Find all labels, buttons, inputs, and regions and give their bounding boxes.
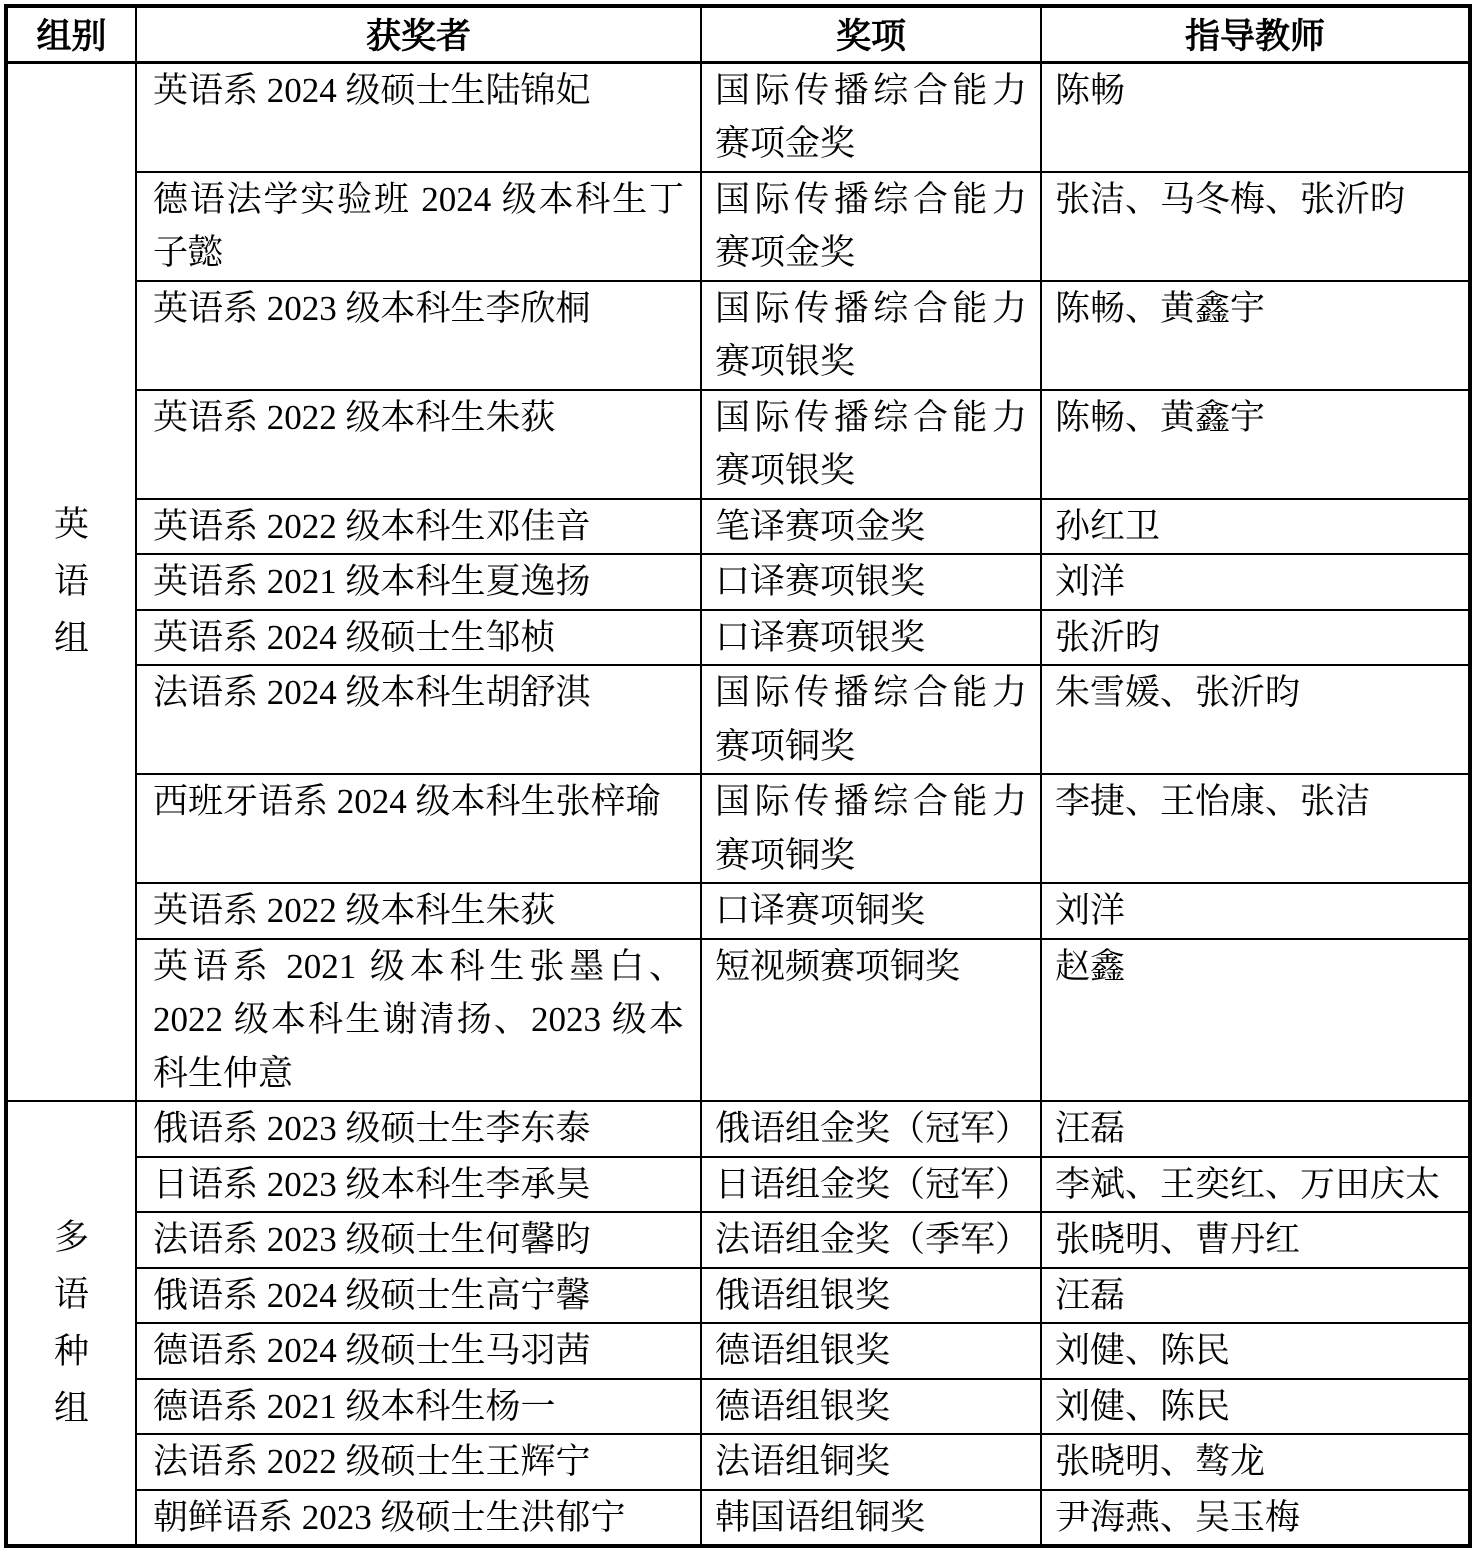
table-row	[6, 499, 1470, 555]
table-row	[6, 774, 1470, 883]
winner-cell: 德语法学实验班 2024 级本科生丁子懿	[136, 172, 701, 281]
winner-cell: 英语系 2024 级硕士生邹桢	[136, 610, 701, 666]
winner-cell: 俄语系 2023 级硕士生李东泰	[136, 1101, 701, 1157]
table-row	[6, 1379, 1470, 1435]
table-row	[6, 172, 1470, 281]
winner-cell: 英语系 2022 级本科生朱荻	[136, 883, 701, 939]
group-label-multilingual: 多语种组	[53, 1218, 89, 1428]
table-row	[6, 390, 1470, 499]
award-cell: 国际传播综合能力赛项金奖	[701, 62, 1041, 172]
teacher-cell: 李斌、王奕红、万田庆太	[1041, 1157, 1470, 1213]
teacher-cell: 张晓明、曹丹红	[1041, 1212, 1470, 1268]
table-row	[6, 62, 1470, 172]
winner-cell: 俄语系 2024 级硕士生高宁馨	[136, 1268, 701, 1324]
award-cell: 德语组银奖	[701, 1323, 1041, 1379]
award-cell: 俄语组银奖	[701, 1268, 1041, 1324]
teacher-cell: 刘健、陈民	[1041, 1379, 1470, 1435]
award-cell: 短视频赛项铜奖	[701, 939, 1041, 1102]
award-cell: 口译赛项银奖	[701, 610, 1041, 666]
winner-cell: 朝鲜语系 2023 级硕士生洪郁宁	[136, 1490, 701, 1547]
header-award: 奖项	[701, 6, 1041, 62]
award-cell: 法语组铜奖	[701, 1434, 1041, 1490]
table-row	[6, 1490, 1470, 1547]
winner-cell: 法语系 2024 级本科生胡舒淇	[136, 665, 701, 774]
award-cell: 国际传播综合能力赛项铜奖	[701, 774, 1041, 883]
table-row	[6, 1212, 1470, 1268]
winner-cell: 德语系 2021 级本科生杨一	[136, 1379, 701, 1435]
teacher-cell: 张晓明、骜龙	[1041, 1434, 1470, 1490]
teacher-cell: 刘洋	[1041, 883, 1470, 939]
award-cell: 口译赛项银奖	[701, 554, 1041, 610]
teacher-cell: 赵鑫	[1041, 939, 1470, 1102]
header-group: 组别	[6, 6, 136, 62]
winner-cell: 日语系 2023 级本科生李承昊	[136, 1157, 701, 1213]
table-row	[6, 883, 1470, 939]
group-label-english: 英语组	[53, 505, 89, 659]
table-row	[6, 665, 1470, 774]
header-row	[6, 6, 1470, 62]
award-cell: 笔译赛项金奖	[701, 499, 1041, 555]
teacher-cell: 刘健、陈民	[1041, 1323, 1470, 1379]
winner-cell: 英语系 2022 级本科生邓佳音	[136, 499, 701, 555]
table-row	[6, 610, 1470, 666]
winner-cell: 法语系 2022 级硕士生王辉宁	[136, 1434, 701, 1490]
award-cell: 法语组金奖（季军）	[701, 1212, 1041, 1268]
group-cell-multilingual	[6, 1101, 136, 1546]
award-cell: 国际传播综合能力赛项银奖	[701, 281, 1041, 390]
award-cell: 德语组银奖	[701, 1379, 1041, 1435]
group-cell-english	[6, 62, 136, 1101]
award-cell: 日语组金奖（冠军）	[701, 1157, 1041, 1213]
award-cell: 国际传播综合能力赛项银奖	[701, 390, 1041, 499]
winner-cell: 西班牙语系 2024 级本科生张梓瑜	[136, 774, 701, 883]
award-cell: 国际传播综合能力赛项铜奖	[701, 665, 1041, 774]
teacher-cell: 陈畅、黄鑫宇	[1041, 390, 1470, 499]
award-cell: 国际传播综合能力赛项金奖	[701, 172, 1041, 281]
award-cell: 口译赛项铜奖	[701, 883, 1041, 939]
table-row	[6, 1157, 1470, 1213]
teacher-cell: 尹海燕、吴玉梅	[1041, 1490, 1470, 1547]
teacher-cell: 陈畅	[1041, 62, 1470, 172]
table-row	[6, 939, 1470, 1102]
header-teacher: 指导教师	[1041, 6, 1470, 62]
header-winner: 获奖者	[136, 6, 701, 62]
winner-cell: 德语系 2024 级硕士生马羽茜	[136, 1323, 701, 1379]
table-row	[6, 1323, 1470, 1379]
teacher-cell: 汪磊	[1041, 1101, 1470, 1157]
teacher-cell: 张沂昀	[1041, 610, 1470, 666]
winner-cell: 法语系 2023 级硕士生何馨昀	[136, 1212, 701, 1268]
table-row	[6, 281, 1470, 390]
winner-cell: 英语系 2023 级本科生李欣桐	[136, 281, 701, 390]
winner-cell: 英语系 2022 级本科生朱荻	[136, 390, 701, 499]
teacher-cell: 汪磊	[1041, 1268, 1470, 1324]
teacher-cell: 朱雪媛、张沂昀	[1041, 665, 1470, 774]
winner-cell: 英语系 2021 级本科生夏逸扬	[136, 554, 701, 610]
winner-cell: 英语系 2021 级本科生张墨白、2022 级本科生谢清扬、2023 级本科生仲意	[136, 939, 701, 1102]
award-cell: 俄语组金奖（冠军）	[701, 1101, 1041, 1157]
teacher-cell: 张洁、马冬梅、张沂昀	[1041, 172, 1470, 281]
teacher-cell: 孙红卫	[1041, 499, 1470, 555]
table-row	[6, 1434, 1470, 1490]
table-row	[6, 554, 1470, 610]
table-row	[6, 1101, 1470, 1157]
teacher-cell: 陈畅、黄鑫宇	[1041, 281, 1470, 390]
teacher-cell: 刘洋	[1041, 554, 1470, 610]
table-row	[6, 1268, 1470, 1324]
awards-table	[4, 4, 1472, 1548]
award-cell: 韩国语组铜奖	[701, 1490, 1041, 1547]
teacher-cell: 李捷、王怡康、张洁	[1041, 774, 1470, 883]
winner-cell: 英语系 2024 级硕士生陆锦妃	[136, 62, 701, 172]
